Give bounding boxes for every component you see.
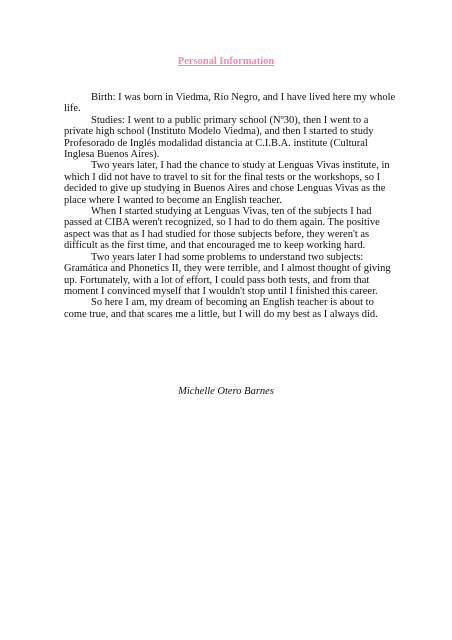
paragraph-lenguas-vivas: Two years later, I had the chance to study at Lenguas Vivas institute, in which I did not have to travel to sit for the final tests or the workshops, so I decided to give up studying in Buenos Aires and chose Lenguas Vivas as the place where I wanted to become an English teacher. <box>64 160 390 206</box>
document-title: Personal Information <box>177 56 275 67</box>
paragraph-conclusion: So here I am, my dream of becoming an English teacher is about to come true, and that scares me a little, but I will do my best as I always did. <box>64 297 378 320</box>
document-body <box>64 92 396 320</box>
paragraph-birth: Birth: I was born in Viedma, Río Negro, and I have lived here my whole life. <box>64 92 396 115</box>
paragraph-problems: Two years later I had some problems to understand two subjects: Gramática and Phonetics II, they were terrible, and I almost thought of giving up. Fortunately, with a lot of effort, I could pass both tests, and from that moment I convinced myself that I wouldn't stop until I finished this career. <box>64 251 391 297</box>
paragraph-studies: Studies: I went to a public primary school (Nº30), then I went to a private high school (Instituto Modelo Viedma), and then I started to study Profesorado de Inglés modalidad distancia at C.I.B.A. institute (Cultural Inglesa Buenos Aires). <box>64 114 374 161</box>
paragraph-subjects: When I started studying at Lenguas Vivas, ten of the subjects I had passed at CIBA weren't recognized, so I had to do them again. The positive aspect was that as I had studied for those subjects before, they weren't as difficult as the first time, and that encouraged me to keep working hard. <box>64 206 380 252</box>
author-signature: Michelle Otero Barnes <box>178 386 274 397</box>
